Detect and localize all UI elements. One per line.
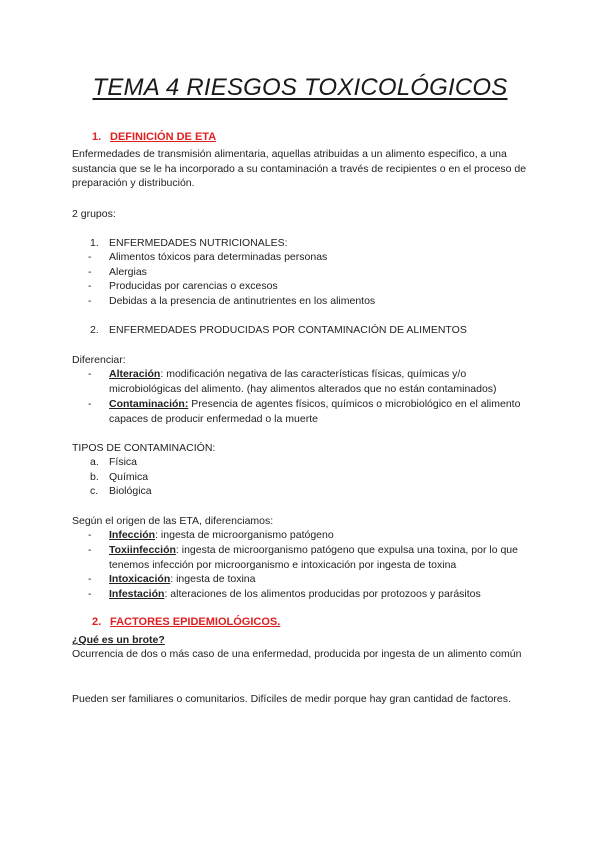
dash-icon: - xyxy=(88,398,92,410)
dash-icon: - xyxy=(88,266,92,278)
outbreak-answer: Ocurrencia de dos o más caso de una enfermedad, producida por ingesta de un alimento común xyxy=(72,648,522,660)
dash-icon: - xyxy=(88,544,92,556)
list-item: Alergias xyxy=(109,266,147,278)
list-item: Producidas por carencias o excesos xyxy=(109,280,278,292)
contaminacion-item xyxy=(109,397,529,426)
type-item: Física xyxy=(109,456,138,468)
origin-item xyxy=(109,587,529,602)
section-1-number: 1. xyxy=(92,131,102,143)
origin-label: Según el origen de las ETA, diferenciamos: xyxy=(72,515,274,527)
origin-term: Infección xyxy=(109,529,156,541)
origin-text: : ingesta de microorganismo patógeno xyxy=(155,529,334,541)
origin-text: : alteraciones de los alimentos producidas por protozoos y parásitos xyxy=(164,588,481,600)
dash-icon: - xyxy=(88,529,92,541)
list-item: Debidas a la presencia de antinutrientes en los alimentos xyxy=(109,295,376,307)
origin-text: : ingesta de toxina xyxy=(170,573,256,585)
type-item: Biológica xyxy=(109,485,152,497)
dash-icon: - xyxy=(88,588,92,600)
origin-text: : ingesta de microorganismo patógeno que expulsa una toxina, por lo que tenemos infección por microorganismo e intoxicación por ingesta de toxina xyxy=(109,544,518,571)
type-marker: a. xyxy=(90,456,99,468)
group-2-label: ENFERMEDADES PRODUCIDAS POR CONTAMINACIÓN DE ALIMENTOS xyxy=(109,324,467,336)
section-1-heading xyxy=(92,131,216,143)
types-label: TIPOS DE CONTAMINACIÓN: xyxy=(72,442,216,454)
alteracion-text: : modificación negativa de las características físicas, químicas y/o microbiológicas del alimento. (hay alimentos alterados que no están contaminados) xyxy=(109,368,497,395)
type-item: Química xyxy=(109,471,149,483)
page-title: TEMA 4 RIESGOS TOXICOLÓGICOS xyxy=(92,74,508,101)
group-2-number: 2. xyxy=(90,324,99,336)
section-1-title: DEFINICIÓN DE ETA xyxy=(110,131,217,143)
dash-icon: - xyxy=(88,280,92,292)
type-marker: b. xyxy=(90,471,99,483)
alteracion-item xyxy=(109,367,529,396)
origin-term: Intoxicación xyxy=(109,573,171,585)
section-2-title: FACTORES EPIDEMIOLÓGICOS. xyxy=(110,616,281,628)
section-2-number: 2. xyxy=(92,616,102,628)
origin-item xyxy=(109,572,529,587)
group-1-label: ENFERMEDADES NUTRICIONALES: xyxy=(109,237,288,249)
type-marker: c. xyxy=(90,485,99,497)
group-1-number: 1. xyxy=(90,237,99,249)
dash-icon: - xyxy=(88,251,92,263)
differentiate-label: Diferenciar: xyxy=(72,354,126,366)
eta-definition: Enfermedades de transmisión alimentaria, aquellas atribuidas a un alimento especifico, a una sustancia que se le ha incorporado a su contaminación a través de recipientes o en el proceso de preparación y distribución. xyxy=(72,148,527,189)
list-item: Alimentos tóxicos para determinadas personas xyxy=(109,251,328,263)
groups-label: 2 grupos: xyxy=(72,208,116,220)
contaminacion-text: Presencia de agentes físicos, químicos o microbiológico en el alimento capaces de producir enfermedad o la muerte xyxy=(109,398,521,425)
contaminacion-term: Contaminación: xyxy=(109,398,189,410)
dash-icon: - xyxy=(88,368,92,380)
outbreak-note: Pueden ser familiares o comunitarios. Difíciles de medir porque hay gran cantidad de factores. xyxy=(72,693,511,705)
origin-term: Infestación xyxy=(109,588,165,600)
alteracion-term: Alteración xyxy=(109,368,161,380)
section-2-heading xyxy=(92,616,280,628)
dash-icon: - xyxy=(88,573,92,585)
outbreak-question: ¿Qué es un brote? xyxy=(72,634,165,646)
origin-term: Toxiinfección xyxy=(109,544,176,556)
dash-icon: - xyxy=(88,295,92,307)
origin-item xyxy=(109,543,529,572)
origin-item xyxy=(109,528,529,543)
